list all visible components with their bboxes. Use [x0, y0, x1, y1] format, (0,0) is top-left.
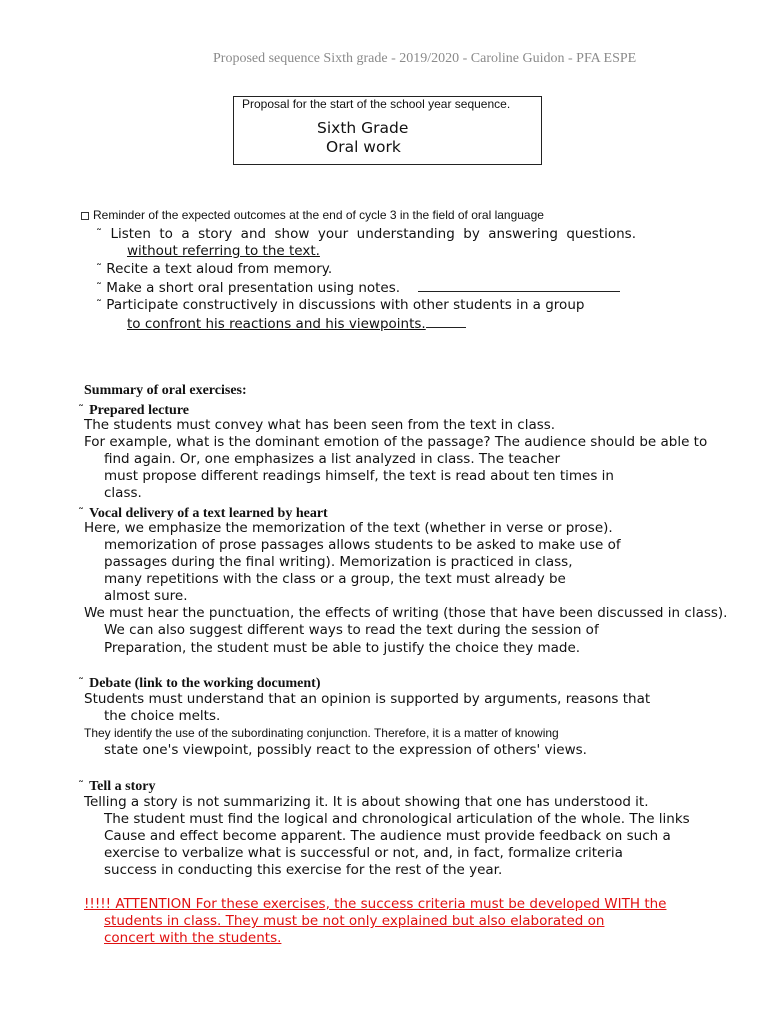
tilde-bullet-icon: ˜: [96, 281, 102, 295]
lecture-line: must propose different readings himself, the text is read about ten times in: [104, 468, 614, 484]
story-line: Cause and effect become apparent. The audience must provide feedback on such a: [104, 828, 671, 844]
reminder-item-3: [96, 279, 620, 296]
lecture-line: class.: [104, 485, 142, 501]
tilde-bullet-icon: ˜: [78, 779, 84, 793]
document-header: Proposed sequence Sixth grade - 2019/2020 - Caroline Guidon - PFA ESPE: [213, 51, 637, 66]
vocal-line: many repetitions with the class or a group, the text must already be: [104, 571, 566, 587]
tilde-bullet-icon: ˜: [78, 506, 84, 520]
debate-line: They identify the use of the subordinating conjunction. Therefore, it is a matter of knowing: [84, 726, 559, 740]
vocal-line: memorization of prose passages allows students to be asked to make use of: [104, 537, 621, 553]
section-title-vocal-text: Vocal delivery of a text learned by heart: [89, 506, 328, 521]
fill-in-line: [426, 315, 466, 328]
vocal-line: Preparation, the student must be able to justify the choice they made.: [104, 640, 581, 656]
section-title-story: [78, 775, 155, 795]
summary-heading: Summary of oral exercises:: [84, 383, 247, 398]
story-line: success in conducting this exercise for the rest of the year.: [104, 862, 503, 878]
lecture-line: find again. Or, one emphasizes a list analyzed in class. The teacher: [104, 451, 561, 467]
title-box-caption: Proposal for the start of the school year sequence.: [242, 97, 511, 111]
attention-line: [104, 913, 662, 929]
story-line: exercise to verbalize what is successful or not, and, in fact, formalize criteria: [104, 845, 623, 861]
reminder-item-1-cont: without referring to the text.: [127, 243, 320, 259]
reminder-item-3-text: Make a short oral presentation using notes.: [106, 280, 401, 296]
section-title-lecture-text: Prepared lecture: [89, 403, 190, 418]
vocal-line: We can also suggest different ways to read the text during the session of: [104, 622, 599, 638]
tilde-bullet-icon: ˜: [96, 298, 102, 312]
debate-line: Students must understand that an opinion is supported by arguments, reasons that: [84, 691, 651, 707]
section-title-story-text: Tell a story: [89, 779, 156, 794]
vocal-line: almost sure.: [104, 588, 188, 604]
title-box: [233, 96, 542, 165]
title-grade: Sixth Grade: [317, 119, 409, 137]
fill-in-line: [418, 279, 620, 292]
story-line: Telling a story is not summarizing it. It is about showing that one has understood it.: [84, 794, 649, 810]
section-title-debate-text: Debate (link to the working document): [89, 676, 321, 691]
section-title-debate: [78, 672, 320, 692]
tilde-bullet-icon: ˜: [78, 403, 84, 417]
reminder-item-2: [96, 261, 332, 277]
reminder-item-4-cont-text: to confront his reactions and his viewpoints.: [127, 316, 426, 332]
attention-line: !!!!! ATTENTION For these exercises, the success criteria must be developed WITH the: [84, 896, 667, 912]
reminder-item-4-cont: [127, 315, 466, 332]
reminder-item-2-text: Recite a text aloud from memory.: [106, 261, 333, 277]
debate-line: state one's viewpoint, possibly react to the expression of others' views.: [104, 742, 587, 758]
tilde-bullet-icon: ˜: [96, 227, 102, 241]
reminder-item-1-text: Listen to a story and show your understanding by answering questions.: [110, 226, 636, 242]
debate-line: the choice melts.: [104, 708, 221, 724]
attention-line: concert with the students.: [104, 930, 282, 946]
section-title-lecture: [78, 399, 189, 419]
reminder-item-4: [96, 297, 584, 313]
checkbox-icon: [81, 212, 89, 220]
section-title-vocal: [78, 502, 328, 522]
reminder-heading-text: Reminder of the expected outcomes at the end of cycle 3 in the field of oral language: [93, 208, 544, 222]
reminder-item-4-text: Participate constructively in discussions with other students in a group: [106, 297, 585, 313]
lecture-line: The students must convey what has been seen from the text in class.: [84, 417, 556, 433]
reminder-heading: [81, 208, 544, 222]
title-subject: Oral work: [326, 138, 401, 156]
reminder-item-1: [96, 226, 636, 242]
story-line: The student must find the logical and chronological articulation of the whole. The links: [104, 811, 690, 827]
vocal-line: We must hear the punctuation, the effects of writing (those that have been discussed in class).: [84, 605, 728, 621]
attention-line-text: students in class. They must be not only explained but also elaborated on: [104, 913, 605, 929]
tilde-bullet-icon: ˜: [78, 676, 84, 690]
vocal-line: Here, we emphasize the memorization of the text (whether in verse or prose).: [84, 520, 613, 536]
vocal-line: passages during the final writing). Memorization is practiced in class,: [104, 554, 573, 570]
tilde-bullet-icon: ˜: [96, 262, 102, 276]
lecture-line: For example, what is the dominant emotion of the passage? The audience should be able to: [84, 434, 708, 450]
